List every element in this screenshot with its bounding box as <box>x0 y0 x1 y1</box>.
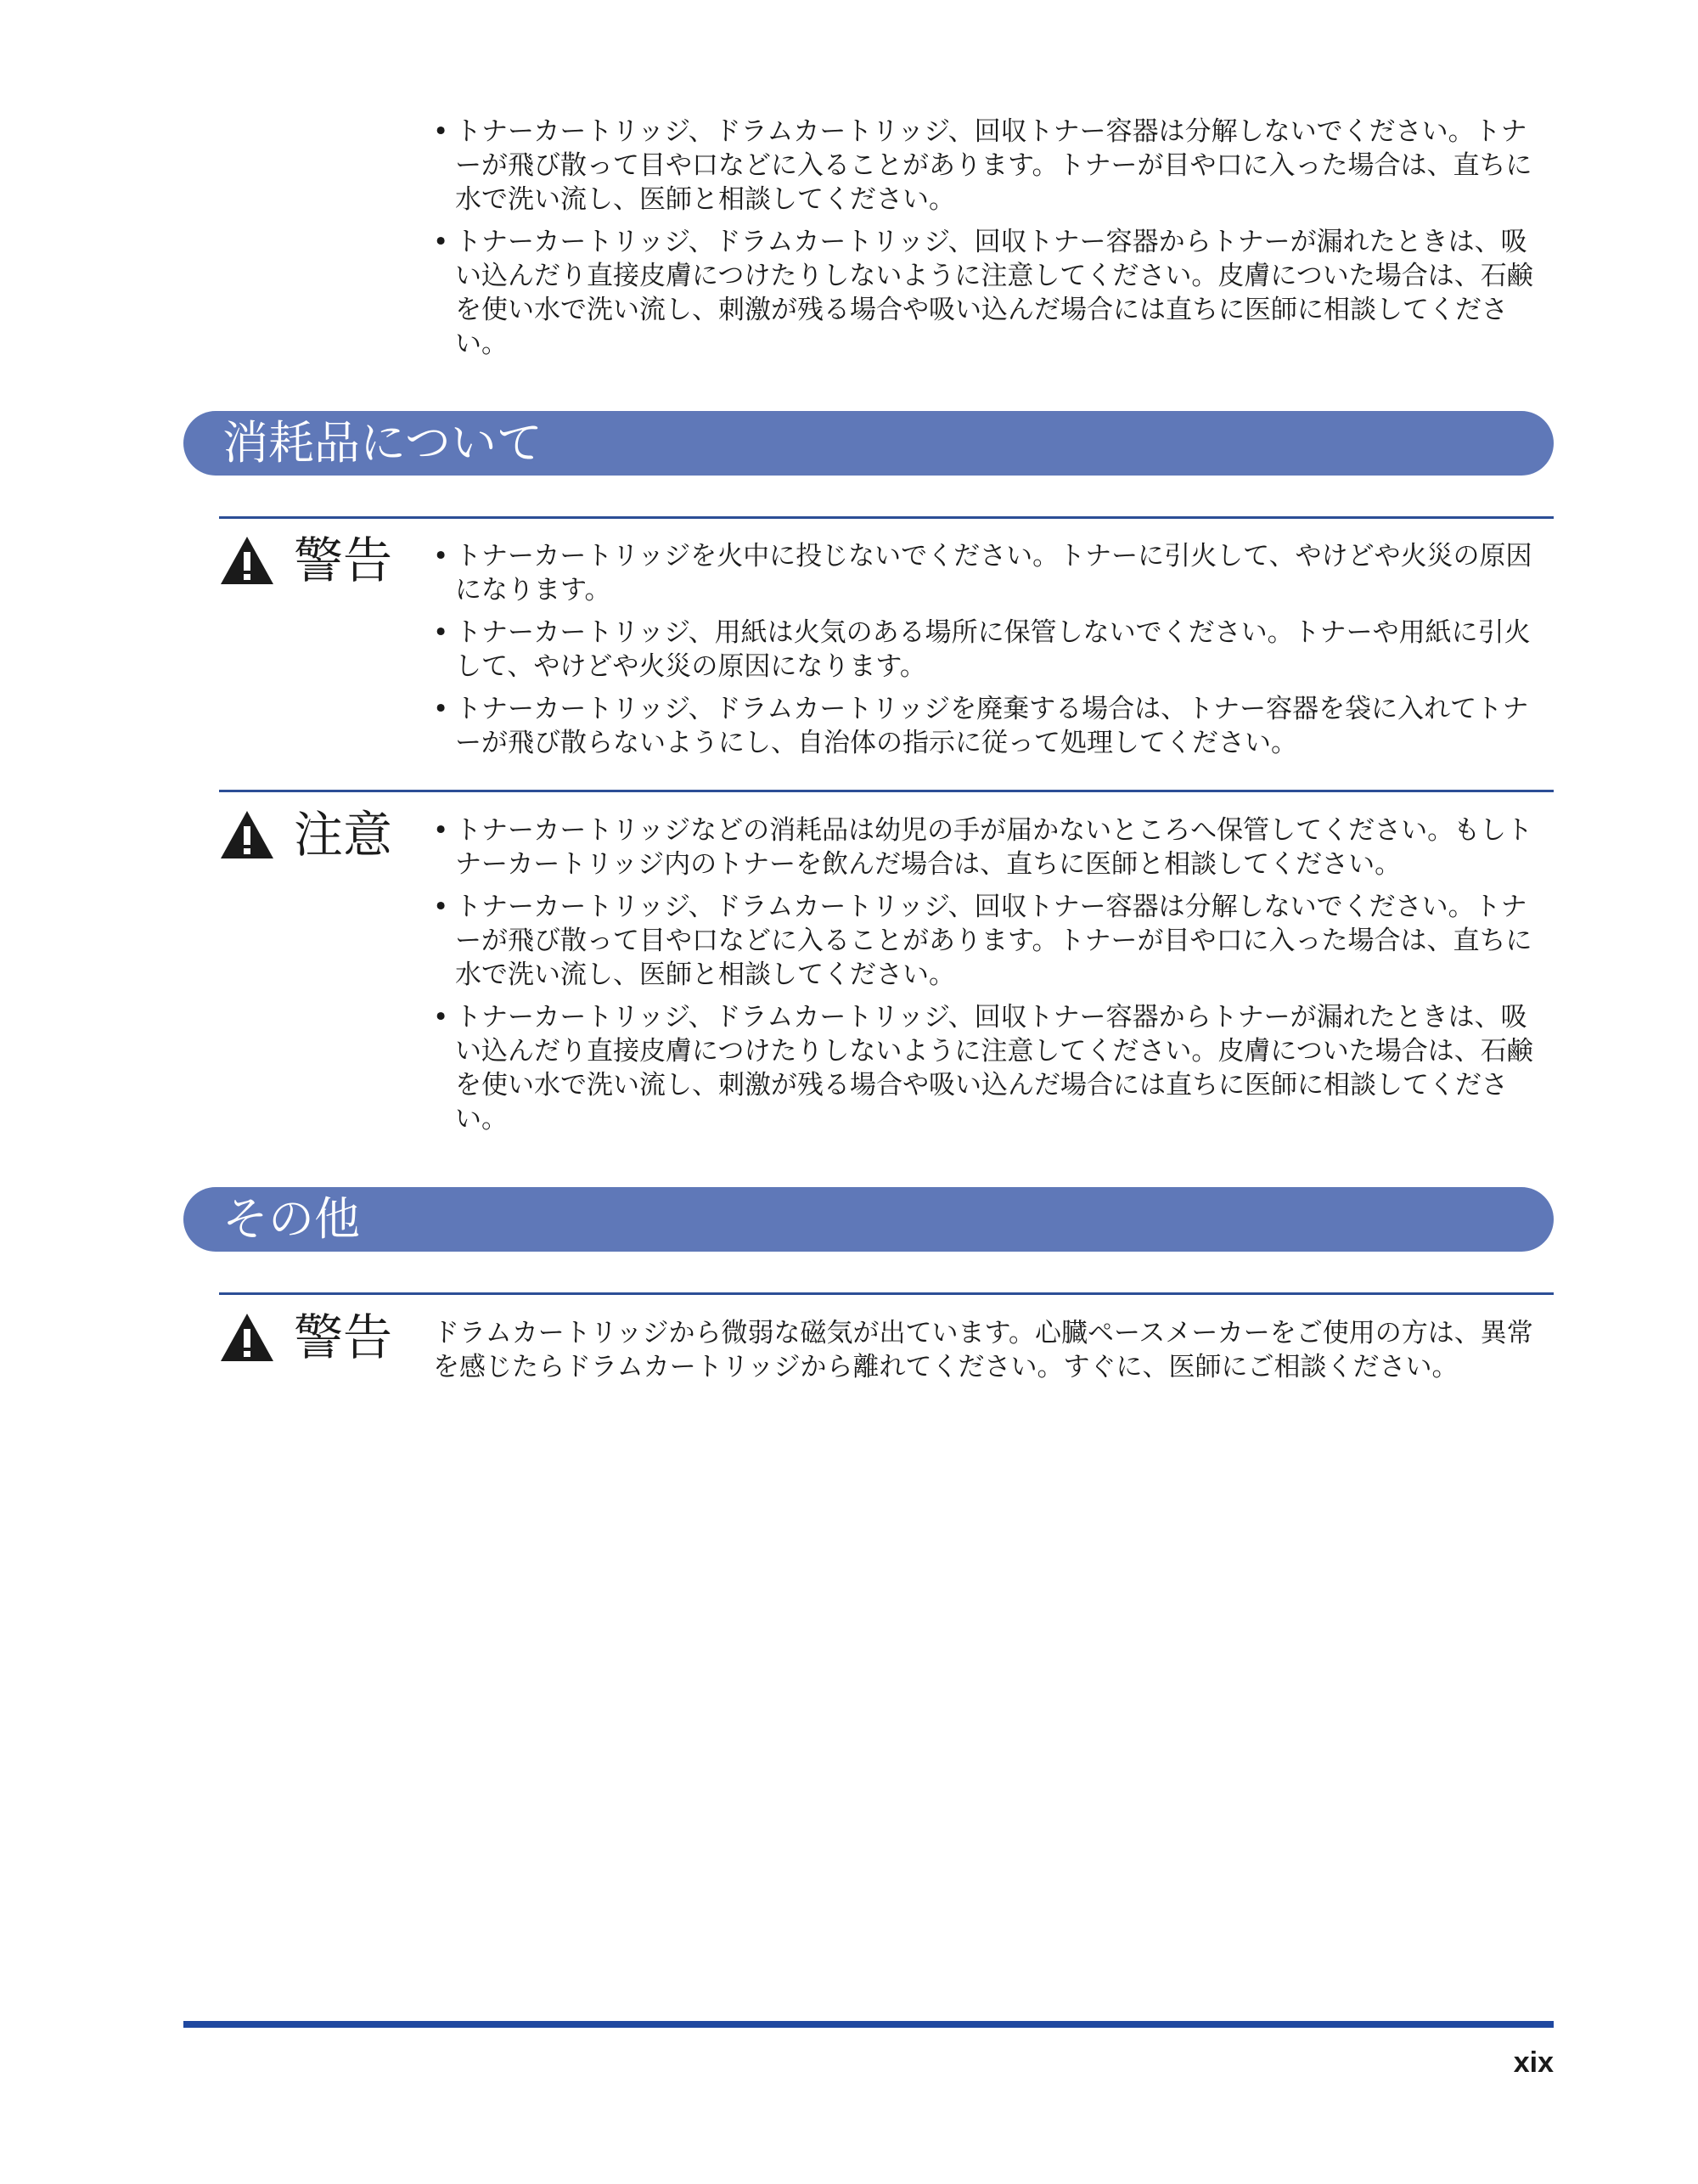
list-item: • トナーカートリッジ、ドラムカートリッジ、回収トナー容器は分解しないでください。トナーが飛び散って目や口などに入ることがあります。トナーが目や口に入った場合は、直ちに水で洗い流し、医師と相談してください。 <box>433 115 1549 217</box>
section-header-consumables <box>183 411 1554 476</box>
list-item: • トナーカートリッジ、ドラムカートリッジを廃棄する場合は、トナー容器を袋に入れてトナーが飛び散らないようにし、自治体の指示に従って処理してください。 <box>433 692 1549 760</box>
list-item: • トナーカートリッジ、ドラムカートリッジ、回収トナー容器からトナーが漏れたときは、吸い込んだり直接皮膚につけたりしないように注意してください。皮膚についた場合は、石鹸を使い水で洗い流し、刺激が残る場合や吸い込んだ場合には直ちに医師に相談してください。 <box>433 1000 1549 1136</box>
warning-label-block <box>219 531 392 590</box>
warning-text: ドラムカートリッジから微弱な磁気が出ています。心臓ペースメーカーをご使用の方は、異常を感じたらドラムカートリッジから離れてください。すぐに、医師にご相談ください。 <box>433 1318 1533 1382</box>
list-item: • トナーカートリッジ、ドラムカートリッジ、回収トナー容器からトナーが漏れたときは、吸い込んだり直接皮膚につけたりしないように注意してください。皮膚についた場合は、石鹸を使い水で洗い流し、刺激が残る場合や吸い込んだ場合には直ちに医師に相談してください。 <box>433 225 1549 361</box>
warning-title: 警告 <box>294 532 393 589</box>
warning-bullet-list <box>433 539 1549 760</box>
section-header-other <box>183 1187 1554 1252</box>
page-number: xix <box>1513 2046 1554 2079</box>
divider <box>219 516 1554 519</box>
divider <box>219 790 1554 792</box>
footer-bar <box>183 2021 1554 2028</box>
warning-content <box>433 1316 1549 1384</box>
caution-content <box>433 813 1549 1145</box>
warning-triangle-icon <box>219 535 275 586</box>
caution-bullet-list <box>433 813 1549 1136</box>
divider <box>219 1292 1554 1295</box>
intro-bullet-list <box>433 115 1549 369</box>
caution-title: 注意 <box>294 806 393 864</box>
warning-label-block <box>219 1308 392 1367</box>
list-item: • トナーカートリッジ、用紙は火気のある場所に保管しないでください。トナーや用紙に引火して、やけどや火災の原因になります。 <box>433 616 1549 684</box>
list-item: • トナーカートリッジ、ドラムカートリッジ、回収トナー容器は分解しないでください。トナーが飛び散って目や口などに入ることがあります。トナーが目や口に入った場合は、直ちに水で洗い流し、医師と相談してください。 <box>433 890 1549 992</box>
caution-triangle-icon <box>219 809 275 860</box>
section-title: その他 <box>222 1192 360 1246</box>
list-item: • トナーカートリッジを火中に投じないでください。トナーに引火して、やけどや火災の原因になります。 <box>433 539 1549 607</box>
warning-title: 警告 <box>294 1309 393 1366</box>
warning-content <box>433 539 1549 768</box>
warning-triangle-icon <box>219 1312 275 1363</box>
section-title: 消耗品について <box>222 416 543 470</box>
caution-label-block <box>219 805 392 864</box>
list-item: • トナーカートリッジなどの消耗品は幼児の手が届かないところへ保管してください。もしトナーカートリッジ内のトナーを飲んだ場合は、直ちに医師と相談してください。 <box>433 813 1549 881</box>
